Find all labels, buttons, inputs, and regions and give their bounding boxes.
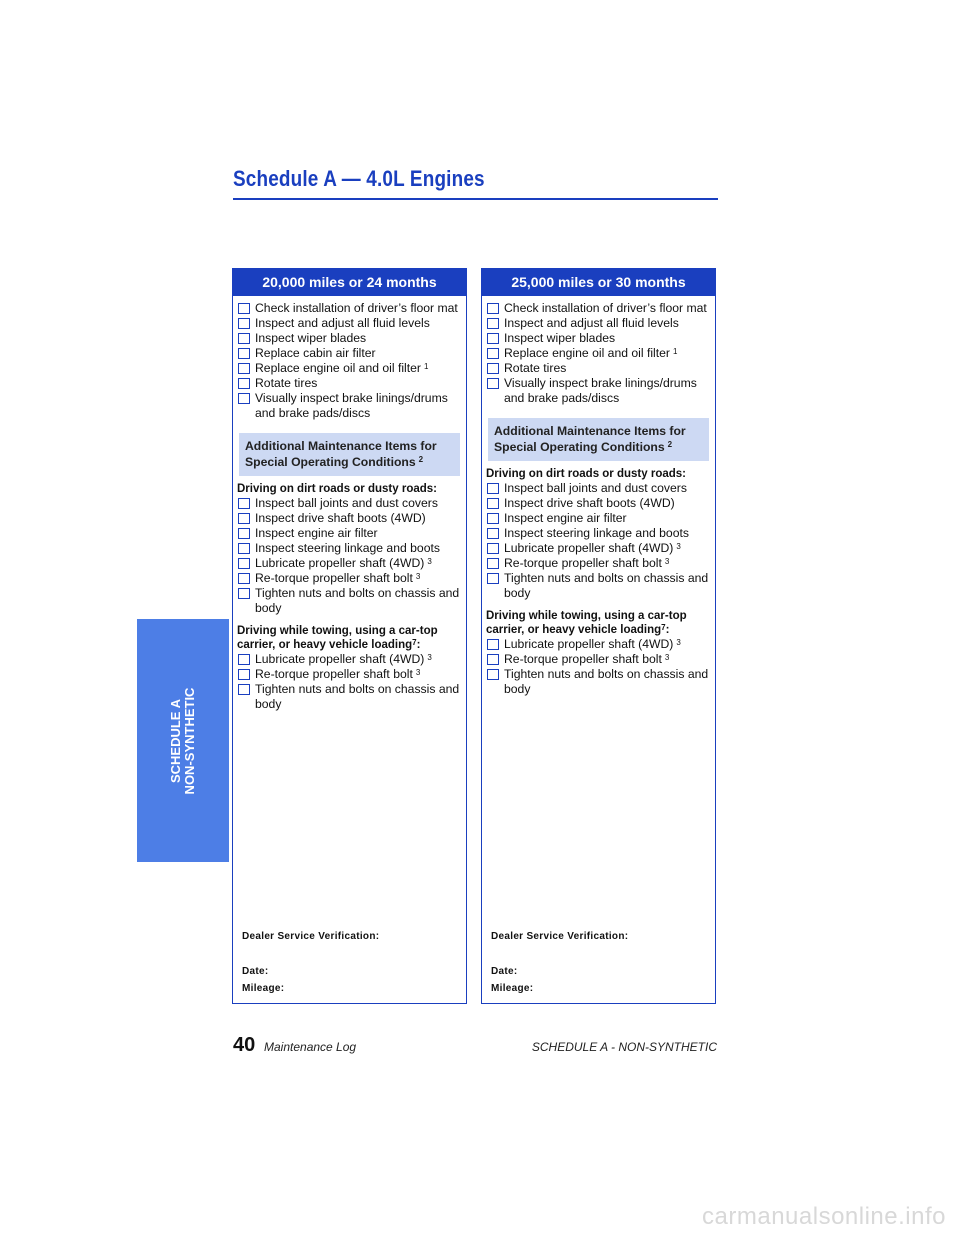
checklist-item [486, 346, 711, 361]
checklist-item-text: Inspect steering linkage and boots [504, 526, 689, 540]
checkbox-icon[interactable] [487, 333, 499, 344]
footnote-ref: 1 [673, 347, 678, 356]
towing-checklist [237, 652, 462, 712]
checklist-item [237, 586, 462, 616]
checklist-item [237, 316, 462, 331]
checklist-item-text: Lubricate propeller shaft (4WD) [504, 637, 674, 651]
checkbox-icon[interactable] [238, 669, 250, 680]
checklist-item [237, 682, 462, 712]
checklist-item [486, 541, 711, 556]
checkbox-icon[interactable] [487, 528, 499, 539]
footnote-ref: 7 [661, 623, 666, 632]
checklist [486, 301, 711, 406]
checkbox-icon[interactable] [487, 348, 499, 359]
checklist-item-text: Rotate tires [504, 361, 567, 375]
checkbox-icon[interactable] [487, 363, 499, 374]
checklist-item-text: Inspect steering linkage and boots [255, 541, 440, 555]
dealer-label: Dealer Service Verification: [491, 931, 629, 942]
side-tab-line-1: SCHEDULE A [168, 698, 183, 783]
checklist-item [486, 496, 711, 511]
footnote-ref: 3 [676, 638, 681, 647]
checklist-item [237, 376, 462, 391]
interval-column-left [232, 268, 467, 1004]
checklist-item-text: Lubricate propeller shaft (4WD) [255, 652, 425, 666]
checkbox-icon[interactable] [238, 498, 250, 509]
dealer-verification [242, 930, 379, 995]
checklist-item [486, 376, 711, 406]
checkbox-icon[interactable] [238, 543, 250, 554]
checklist-item-text: Inspect engine air filter [504, 511, 627, 525]
dealer-label: Dealer Service Verification: [242, 931, 380, 942]
checkbox-icon[interactable] [238, 588, 250, 599]
footnote-ref: 7 [412, 638, 417, 647]
checkbox-icon[interactable] [487, 639, 499, 650]
dirt-roads-heading: Driving on dirt roads or dusty roads: [237, 483, 437, 495]
checklist-item-text: Lubricate propeller shaft (4WD) [255, 556, 425, 570]
checkbox-icon[interactable] [238, 573, 250, 584]
checklist-item-text: Inspect ball joints and dust covers [255, 496, 438, 510]
footnote-ref: 3 [427, 653, 432, 662]
checklist-item-text: Visually inspect brake linings/drums and brake pads/discs [504, 376, 697, 405]
checklist-item-text: Check installation of driver’s floor mat [255, 301, 458, 315]
dirt-roads-heading: Driving on dirt roads or dusty roads: [486, 468, 686, 480]
footnote-ref: 3 [415, 668, 421, 677]
checklist-item-text: Inspect wiper blades [255, 331, 367, 345]
checklist-item [237, 391, 462, 421]
checklist-item [486, 667, 711, 697]
page-number: 40 [233, 1034, 256, 1056]
interval-column-right [481, 268, 716, 1004]
side-tab [137, 619, 229, 862]
checklist-item-text: Replace engine oil and oil filter [504, 346, 670, 360]
footer-section-name: Maintenance Log [264, 1040, 357, 1054]
checkbox-icon[interactable] [487, 669, 499, 680]
towing-heading: Driving while towing, using a car-top carrier, or heavy vehicle loading$^7$: [237, 625, 438, 651]
checkbox-icon[interactable] [487, 513, 499, 524]
checkbox-icon[interactable] [238, 513, 250, 524]
checklist-item [486, 481, 711, 496]
checkbox-icon[interactable] [487, 483, 499, 494]
additional-title-line-2: Special Operating Conditions $^2$ [494, 440, 673, 454]
checklist-item [237, 556, 462, 571]
checkbox-icon[interactable] [487, 543, 499, 554]
checkbox-icon[interactable] [238, 558, 250, 569]
checklist-item-text: Replace cabin air filter [255, 346, 376, 360]
additional-title-line-2: Special Operating Conditions $^2$ [245, 455, 424, 469]
checklist-item [237, 361, 462, 376]
checkbox-icon[interactable] [238, 684, 250, 695]
checklist-item [237, 652, 462, 667]
checklist-item-text: Re-torque propeller shaft bolt [255, 571, 413, 585]
additional-title-line-1: Additional Maintenance Items for [245, 439, 437, 453]
checklist-item-text: Inspect ball joints and dust covers [504, 481, 687, 495]
footnote-ref: 3 [415, 572, 421, 581]
checklist-item-text: Tighten nuts and bolts on chassis and body [255, 586, 460, 615]
date-label: Date: [491, 966, 518, 977]
footnote-ref: 3 [664, 557, 670, 566]
checkbox-icon[interactable] [238, 528, 250, 539]
dirt-roads-checklist [486, 481, 711, 601]
checkbox-icon[interactable] [238, 333, 250, 344]
checklist-item-text: Lubricate propeller shaft (4WD) [504, 541, 674, 555]
checkbox-icon[interactable] [487, 378, 499, 389]
dirt-roads-checklist [237, 496, 462, 616]
checklist-item [486, 637, 711, 652]
checkbox-icon[interactable] [487, 498, 499, 509]
checklist-item [486, 361, 711, 376]
checklist-item-text: Inspect drive shaft boots (4WD) [504, 496, 675, 510]
additional-title-line-1: Additional Maintenance Items for [494, 424, 686, 438]
page-title: Schedule A — 4.0L Engines [233, 166, 485, 191]
checklist-item [486, 556, 711, 571]
footnote-ref: 3 [664, 653, 670, 662]
footnote-ref: 2 [667, 440, 673, 449]
footnote-ref: 3 [427, 557, 432, 566]
mileage-label: Mileage: [242, 983, 285, 994]
checklist-item [486, 316, 711, 331]
date-label: Date: [242, 966, 269, 977]
checklist-item-text: Re-torque propeller shaft bolt [504, 652, 662, 666]
watermark: carmanualsonline.info [702, 1203, 946, 1230]
interval-header: 25,000 miles or 30 months [482, 269, 715, 296]
checklist-item [237, 526, 462, 541]
checklist-item [486, 511, 711, 526]
checklist-item [237, 541, 462, 556]
checklist [237, 301, 462, 421]
checkbox-icon[interactable] [238, 348, 250, 359]
checkbox-icon[interactable] [238, 303, 250, 314]
side-tab-line-2: NON-SYNTHETIC [182, 687, 197, 794]
additional-items-box [239, 433, 460, 476]
checklist-item [486, 526, 711, 541]
checkbox-icon[interactable] [487, 573, 499, 584]
checklist-item [237, 511, 462, 526]
footnote-ref: 1 [424, 362, 429, 371]
checklist-item [237, 331, 462, 346]
checklist-item-text: Tighten nuts and bolts on chassis and body [255, 682, 460, 711]
checklist-item-text: Rotate tires [255, 376, 318, 390]
checklist-item [486, 652, 711, 667]
checklist-item-text: Re-torque propeller shaft bolt [504, 556, 662, 570]
checklist-item [237, 346, 462, 361]
title-rule [233, 198, 718, 200]
checklist-item-text: Re-torque propeller shaft bolt [255, 667, 413, 681]
checklist-item-text: Visually inspect brake linings/drums and brake pads/discs [255, 391, 448, 420]
checkbox-icon[interactable] [487, 558, 499, 569]
dealer-verification [491, 930, 628, 995]
checklist-item-text: Check installation of driver’s floor mat [504, 301, 707, 315]
additional-items-box [488, 418, 709, 461]
checkbox-icon[interactable] [487, 318, 499, 329]
checklist-item-text: Inspect wiper blades [504, 331, 616, 345]
checkbox-icon[interactable] [238, 363, 250, 374]
checklist-item [237, 301, 462, 316]
footer-schedule-label: SCHEDULE A - NON-SYNTHETIC [531, 1040, 717, 1054]
checklist-item-text: Inspect and adjust all fluid levels [255, 316, 430, 330]
column-body [233, 296, 466, 712]
checklist-item-text: Inspect engine air filter [255, 526, 378, 540]
checklist-item-text: Tighten nuts and bolts on chassis and body [504, 667, 709, 696]
side-tab-text [169, 687, 197, 794]
checkbox-icon[interactable] [238, 393, 250, 404]
mileage-label: Mileage: [491, 983, 534, 994]
footnote-ref: 2 [418, 455, 424, 464]
checklist-item-text: Replace engine oil and oil filter [255, 361, 421, 375]
column-body [482, 296, 715, 697]
checkbox-icon[interactable] [238, 378, 250, 389]
checkbox-icon[interactable] [487, 303, 499, 314]
towing-checklist [486, 637, 711, 697]
footnote-ref: 3 [676, 542, 681, 551]
checkbox-icon[interactable] [487, 654, 499, 665]
checklist-item-text: Tighten nuts and bolts on chassis and body [504, 571, 709, 600]
checklist-item [237, 571, 462, 586]
checklist-item-text: Inspect and adjust all fluid levels [504, 316, 679, 330]
checklist-item [237, 496, 462, 511]
checklist-item [486, 331, 711, 346]
checklist-item-text: Inspect drive shaft boots (4WD) [255, 511, 426, 525]
checklist-item [486, 301, 711, 316]
interval-header: 20,000 miles or 24 months [233, 269, 466, 296]
checkbox-icon[interactable] [238, 318, 250, 329]
checkbox-icon[interactable] [238, 654, 250, 665]
towing-heading: Driving while towing, using a car-top carrier, or heavy vehicle loading$^7$: [486, 610, 687, 636]
checklist-item [237, 667, 462, 682]
checklist-item [486, 571, 711, 601]
